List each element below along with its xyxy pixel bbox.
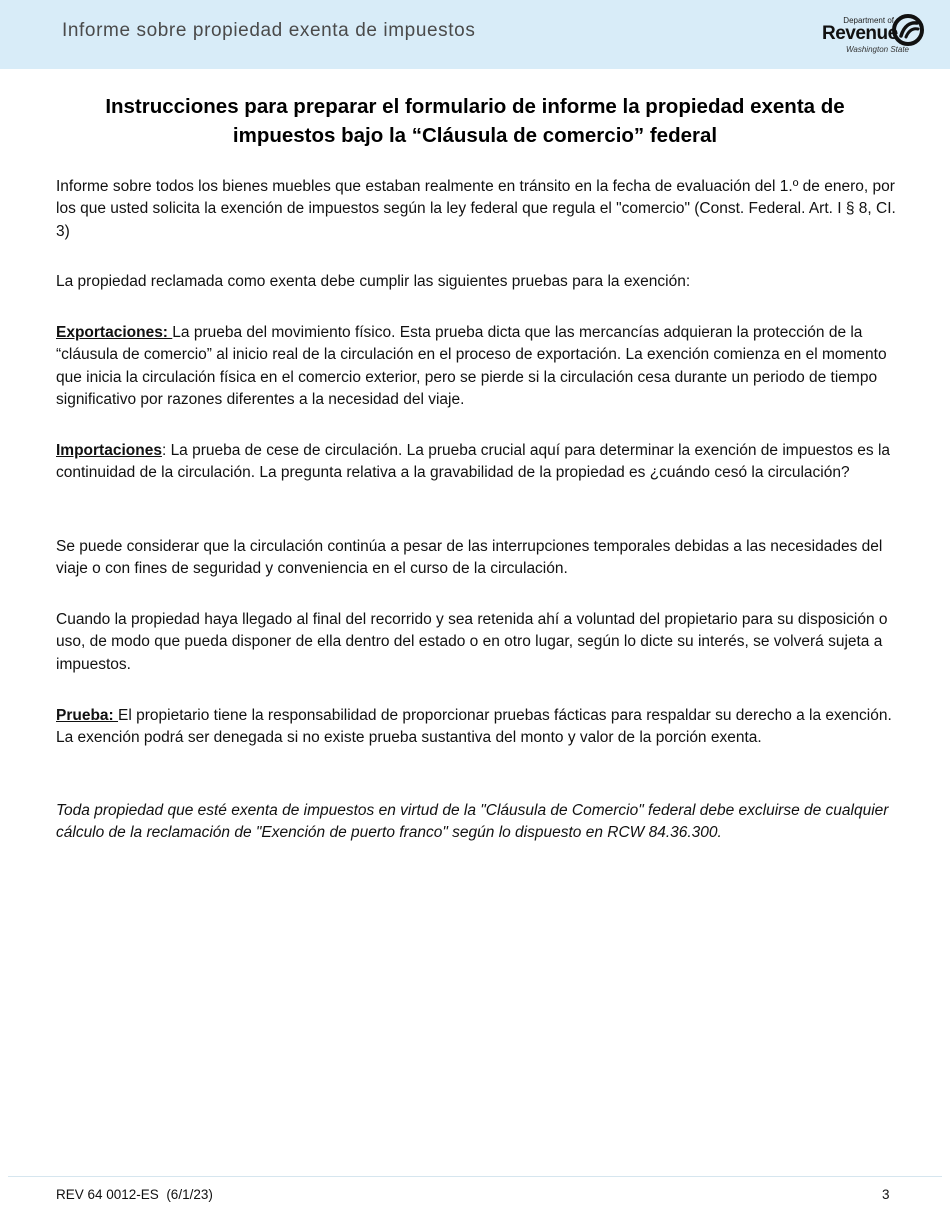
- proof-text: El propietario tiene la responsabilidad de proporcionar pruebas fácticas para respaldar su derecho a la exención. La exención podrá ser denegada si no existe prueba sustantiva del monto y valor de la porción exenta.: [56, 707, 892, 747]
- imports-text: : La prueba de cese de circulación. La prueba crucial aquí para determinar la exención de impuestos es la continuidad de la circulación. La pregunta relativa a la gravabilidad de la propiedad es ¿cuándo cesó la circulación?: [56, 442, 891, 482]
- logo-department-text: Department of: [843, 16, 894, 25]
- dor-logo-icon: [892, 14, 924, 46]
- logo-revenue-text: Revenue: [822, 23, 898, 44]
- paragraph-note: Toda propiedad que esté exenta de impuestos en virtud de la "Cláusula de Comercio" federal debe excluirse de cualquier cálculo de la reclamación de "Exención de puerto franco" según lo dispuesto en RCW 84.36.300.: [56, 802, 889, 842]
- paragraph-tests: La propiedad reclamada como exenta debe cumplir las siguientes pruebas para la exención:: [56, 273, 691, 290]
- logo-state-text: Washington State: [846, 45, 910, 54]
- paragraph-exports: [56, 322, 896, 411]
- header-title: Informe sobre propiedad exenta de impuestos: [62, 20, 476, 41]
- footer-form-id: REV 64 0012-ES (6/1/23): [56, 1187, 213, 1202]
- paragraph-intro: Informe sobre todos los bienes muebles que estaban realmente en tránsito en la fecha de evaluación del 1.º de enero, por los que usted solicita la exención de impuestos según la ley federal que regula el "comercio" (Const. Federal. Art. I § 8, CI. 3): [56, 178, 896, 240]
- footer-divider: [8, 1176, 942, 1177]
- exports-label: Exportaciones:: [56, 324, 173, 341]
- document-title: Instrucciones para preparar el formulario de informe la propiedad exenta de impuestos bajo la “Cláusula de comercio” federal: [105, 95, 845, 147]
- imports-label: Importaciones: [56, 442, 162, 459]
- exports-text: La prueba del movimiento físico. Esta prueba dicta que las mercancías adquieran la protección de la “cláusula de comercio” al inicio real de la circulación en el proceso de exportación. La exención comienza en el momento que inicia la circulación física en el comercio exterior, pero se pierde si la circulación cesa durante un periodo de tiempo significativo por razones diferentes a la necesidad del viaje.: [56, 324, 887, 408]
- paragraph-proof: [56, 705, 896, 750]
- paragraph-continuity: Se puede considerar que la circulación continúa a pesar de las interrupciones temporales debidas a las necesidades del viaje o con fines de seguridad y conveniencia en el curso de la circulación.: [56, 538, 883, 578]
- footer-page-number: 3: [882, 1187, 890, 1202]
- paragraph-end-of-route: Cuando la propiedad haya llegado al final del recorrido y sea retenida ahí a voluntad del propietario para su disposición o uso, de modo que pueda disponer de ella dentro del estado o en otro lugar, según lo dicte su interés, se volverá sujeta a impuestos.: [56, 611, 888, 673]
- paragraph-imports: [56, 440, 896, 485]
- department-of-revenue-logo: [820, 12, 926, 58]
- proof-label: Prueba:: [56, 707, 119, 724]
